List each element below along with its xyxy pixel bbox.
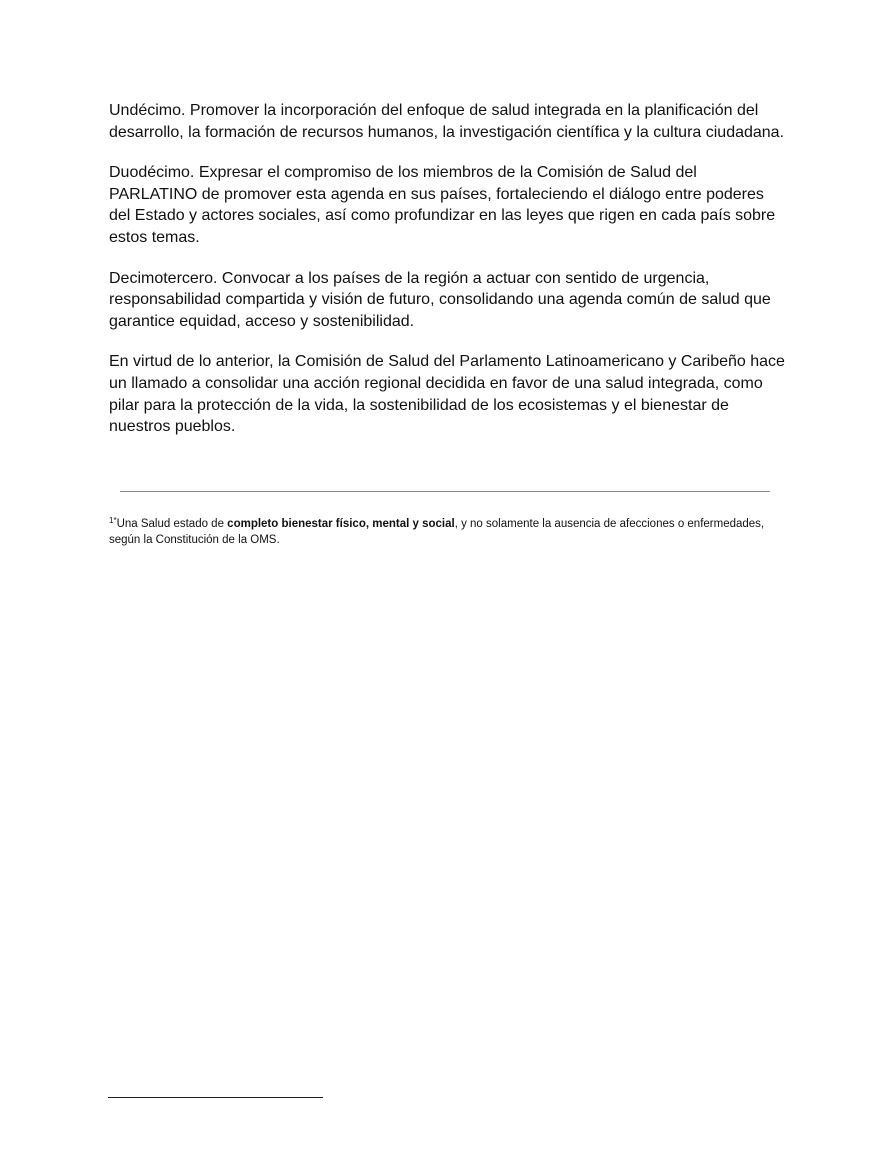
paragraph-decimotercero: Decimotercero. Convocar a los países de la región a actuar con sentido de urgencia, responsabilidad compartida y visión de futuro, consolidando una agenda común de salud que garantice equidad, acceso y sostenibilidad.: [109, 269, 771, 330]
document-body: [109, 100, 789, 457]
paragraph-undecimo: Undécimo. Promover la incorporación del enfoque de salud integrada en la planificación del desarrollo, la formación de recursos humanos, la investigación científica y la cultura ciudadana.: [109, 102, 785, 141]
paragraph-conclusion: En virtud de lo anterior, la Comisión de Salud del Parlamento Latinoamericano y Caribeño hace un llamado a consolidar una acción regional decidida en favor de una salud integrada, como pilar para la protección de la vida, la sostenibilidad de los ecosistemas y el bienestar de nuestros pueblos.: [109, 353, 785, 436]
footnote-marker: 1*: [109, 516, 117, 525]
footnote: [109, 516, 789, 548]
footnote-text-start: Una Salud estado de: [116, 518, 228, 530]
footnote-bold-text: completo bienestar físico, mental y social: [227, 518, 455, 530]
paragraph-duodecimo: Duodécimo. Expresar el compromiso de los miembros de la Comisión de Salud del PARLATINO de promover esta agenda en sus países, fortaleciendo el diálogo entre poderes del Estado y actores sociales, así como profundizar en las leyes que rigen en cada país sobre estos temas.: [109, 164, 776, 246]
section-separator-line: [120, 491, 770, 492]
footnote-text-end: , y no solamente la ausencia de afecciones o enfermedades, según la Constitución de la OMS.: [109, 518, 765, 546]
footnote-separator-rule: [108, 1097, 323, 1098]
